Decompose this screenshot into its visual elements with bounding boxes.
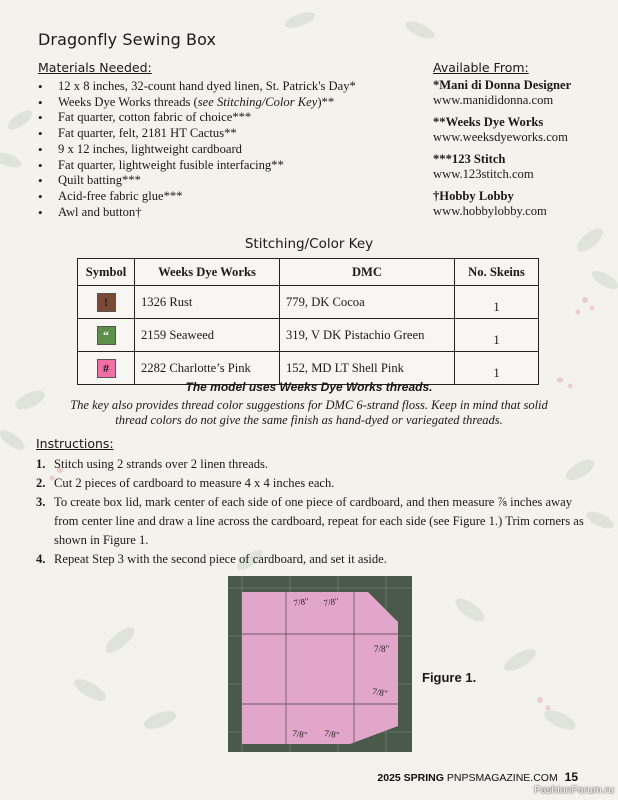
pink-cardboard <box>242 592 398 744</box>
skeins-cell: 1 <box>455 319 539 352</box>
column-header: DMC <box>280 259 455 286</box>
material-item: • Fat quarter, lightweight fusible interfacing** <box>36 158 356 174</box>
skeins-cell: 1 <box>455 286 539 319</box>
figure-measure-label: 7/8" <box>322 595 340 608</box>
figure-measure-label: 7/8" <box>291 728 309 741</box>
watermark: FashionForum.ru <box>534 784 614 796</box>
vendor <box>433 78 571 108</box>
dmc-cell: 779, DK Cocoa <box>280 286 455 319</box>
symbol-swatch: ! <box>97 293 116 312</box>
symbol-swatch: # <box>97 359 116 378</box>
table-row <box>78 286 539 319</box>
wdw-cell: 2159 Seaweed <box>135 319 280 352</box>
instruction-step <box>36 493 584 550</box>
vendor-name: **Weeks Dye Works <box>433 115 544 129</box>
step-text: Cut 2 pieces of cardboard to measure 4 x 4 inches each. <box>54 476 335 490</box>
column-header: No. Skeins <box>455 259 539 286</box>
page-title: Dragonfly Sewing Box <box>38 30 217 49</box>
figure-measure-label: 7/8" <box>374 644 390 654</box>
available-heading: Available From: <box>433 60 529 75</box>
color-key-table <box>77 258 539 385</box>
vendor-url[interactable]: www.hobbylobby.com <box>433 204 547 218</box>
page-number: 15 <box>564 770 578 784</box>
symbol-swatch: “ <box>97 326 116 345</box>
step-number: 2. <box>36 476 46 490</box>
materials-list <box>36 79 356 220</box>
step-text: To create box lid, mark center of each side of one piece of cardboard, and then measure ⅞ inches away from center line and draw a line across the cardboard, repeat for each side (see Figure 1.) Trim corners as shown in Figure 1. <box>54 495 584 547</box>
symbol-cell <box>78 319 135 352</box>
material-item: • Acid-free fabric glue*** <box>36 189 356 205</box>
symbol-cell <box>78 286 135 319</box>
wdw-cell: 1326 Rust <box>135 286 280 319</box>
step-text: Repeat Step 3 with the second piece of cardboard, and set it aside. <box>54 552 387 566</box>
vendor-name: †Hobby Lobby <box>433 189 514 203</box>
vendor-name: *Mani di Donna Designer <box>433 78 572 92</box>
figure-measure-label: 7/8" <box>323 728 341 741</box>
material-item: • Fat quarter, cotton fabric of choice*** <box>36 110 356 126</box>
dmc-cell: 152, MD LT Shell Pink <box>280 352 455 385</box>
vendor <box>433 115 571 145</box>
material-item: • Quilt batting*** <box>36 173 356 189</box>
column-header: Symbol <box>78 259 135 286</box>
dmc-cell: 319, V DK Pistachio Green <box>280 319 455 352</box>
model-note: The model uses Weeks Dye Works threads. <box>185 380 433 394</box>
page-footer <box>377 770 578 784</box>
vendor-name: ***123 Stitch <box>433 152 506 166</box>
color-key-title: Stitching/Color Key <box>244 236 374 252</box>
instructions-list <box>36 455 584 569</box>
table-header-row <box>78 259 539 286</box>
vendor-url[interactable]: www.manididonna.com <box>433 93 554 107</box>
step-text: Stitch using 2 strands over 2 linen threads. <box>54 457 269 471</box>
wdw-cell: 2282 Charlotte’s Pink <box>135 352 280 385</box>
figure-measure-label: 7/8" <box>371 686 389 699</box>
material-item: • Fat quarter, felt, 2181 HT Cactus** <box>36 126 356 142</box>
figure-measure-label: 7/8" <box>292 595 310 608</box>
instruction-step <box>36 474 584 493</box>
instructions-heading: Instructions: <box>36 436 114 451</box>
vendor-url[interactable]: www.weeksdyeworks.com <box>433 130 568 144</box>
footer-site[interactable]: PNPSMAGAZINE.COM <box>446 772 558 784</box>
figure-1-photo <box>228 576 412 752</box>
material-item: • Awl and button† <box>36 205 356 221</box>
step-number: 4. <box>36 552 46 566</box>
material-item: • Weeks Dye Works threads (see Stitching/Color Key)** <box>36 95 356 111</box>
column-header: Weeks Dye Works <box>135 259 280 286</box>
table-row <box>78 319 539 352</box>
materials-heading: Materials Needed: <box>38 60 152 75</box>
material-item: • 12 x 8 inches, 32-count hand dyed linen, St. Patrick's Day* <box>36 79 356 95</box>
vendor <box>433 152 571 182</box>
vendor <box>433 189 571 219</box>
instruction-step <box>36 550 584 569</box>
available-from <box>433 60 571 226</box>
skeins-cell: 1 <box>455 352 539 385</box>
figure-caption: Figure 1. <box>422 670 477 685</box>
material-item: • 9 x 12 inches, lightweight cardboard <box>36 142 356 158</box>
instruction-step <box>36 455 584 474</box>
vendor-url[interactable]: www.123stitch.com <box>433 167 534 181</box>
footer-issue: 2025 SPRING <box>377 772 444 784</box>
step-number: 3. <box>36 495 46 509</box>
step-number: 1. <box>36 457 46 471</box>
key-note: The key also provides thread color suggestions for DMC 6-strand floss. Keep in mind that solid thread colors do not give the same finish as hand-dyed or variegated threads. <box>70 398 548 427</box>
